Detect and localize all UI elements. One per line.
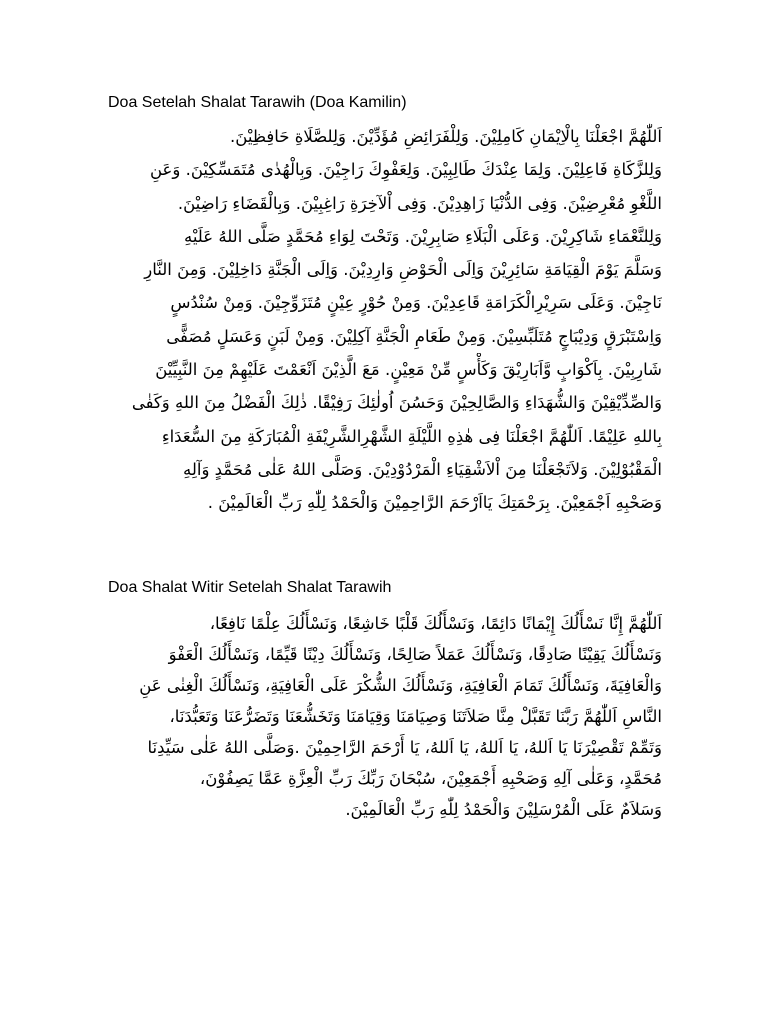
arabic-line: اَللّٰهُمَّ إِنَّا نَسْأَلُكَ إِيْمَانًا دَائِمًا، وَنَسْأَلُكَ قَلْبًا خَاشِعًا، وَنَسْأَلُكَ عِلْمًا نَافِعًا، bbox=[209, 614, 662, 633]
arabic-line: الْمَقْبُوْلِيْنَ. وَلاَتَجْعَلْنَا مِنَ اْلاَشْقِيَاءِ الْمَرْدُوْدِيْنَ. وَصَلَّى اللهُ عَلٰى مُحَمَّدٍ وَآلِهِ bbox=[183, 459, 662, 479]
arabic-line: بِاللهِ عَلِيْمًا. اَللّٰهُمَّ اجْعَلْنَا فِى هٰذِهِ اللَّيْلَةِ الشَّهْرِالشَّرِيْفَةِ الْمُبَارَكَةِ مِنَ السُّعَدَاءِ bbox=[161, 426, 662, 446]
arabic-line: وَالصِّدِّيْقِيْنَ وَالشُّهَدَاءِ وَالصَّالِحِيْنَ وَحَسُنَ اُولٰئِكَ رَفِيْقًا. ذٰلِكَ الْفَضْلُ مِنَ اللهِ وَكَفٰى bbox=[131, 393, 662, 413]
arabic-line: وَلِلنَّعْمَاءِ شَاكِرِيْنَ. وَعَلَى الْبَلَاءِ صَابِرِيْنَ. وَتَحْتَ لِوَاءِ مُحَمَّدٍ صَلَّى اللهُ عَلَيْهِ bbox=[183, 226, 662, 246]
doa-kamilin-arabic-text bbox=[106, 120, 662, 520]
arabic-line: وَسَلاَمٌ عَلَى الْمُرْسَلِيْنَ وَالْحَمْدُ لِلّٰهِ رَبِّ الْعَالَمِيْنَ. bbox=[345, 800, 662, 819]
arabic-line: وَسَلَّمَ يَوْمَ الْقِيَامَةِ سَائِرِيْنَ وَاِلَى الْحَوْضِ وَارِدِيْنَ. وَاِلَى الْجَنَّةِ دَاخِلِيْنَ. وَمِنَ النَّارِ bbox=[144, 260, 662, 280]
arabic-line: وَتَمِّمْ تَقْصِيْرَنَا يَا اَللهُ، يَا اَللهُ، يَا اَللهُ، يَا أَرْحَمَ الرَّاحِمِيْنَ .وَصَلَّى اللهُ عَلٰى سَيِّدِنَا bbox=[147, 738, 662, 757]
arabic-line: وَنَسْأَلُكَ يَقِيْنًا صَادِقًا، وَنَسْأَلُكَ عَمَلاً صَالِحًا، وَنَسْأَلُكَ دِيْنًا قَيِّمًا، وَنَسْأَلُكَ الْعَفْوَ bbox=[168, 645, 662, 664]
arabic-line: وَلِلزَّكَاةِ فَاعِلِيْنَ. وَلِمَا عِنْدَكَ طَالِبِيْنَ. وَلِعَفْوِكَ رَاجِيْنَ. وَبِالْهُدٰى مُتَمَسِّكِيْنَ. وَعَنِ bbox=[150, 160, 662, 180]
arabic-line: وَاِسْتَبْرَقٍ وَدِيْبَاجٍ مُتَلَبِّسِيْنَ. وَمِنْ طَعَامِ الْجَنَّةِ آكِلِيْنَ. وَمِنْ لَبَنٍ وَعَسَلٍ مُصَفًّى bbox=[166, 326, 662, 346]
arabic-line: مُحَمَّدٍ، وَعَلٰى آلِهِ وَصَحْبِهِ أَجْمَعِيْنَ، سُبْحَانَ رَبِّكَ رَبِّ الْعِزَّةِ عَمَّا يَصِفُوْنَ، bbox=[199, 769, 662, 788]
arabic-line: شَارِبِيْنَ. بِاَكْوَابٍ وَّاَبَارِيْقَ وَكَأْسٍ مِّنْ مَعِيْنٍ. مَعَ الَّذِيْنَ اَنْعَمْتَ عَلَيْهِمْ مِنَ النَّبِيِّيْنَ bbox=[155, 360, 662, 380]
arabic-line: وَالْعَافِيَةَ، وَنَسْأَلُكَ تَمَامَ الْعَافِيَةِ، وَنَسْأَلُكَ الشُّكْرَ عَلَى الْعَافِيَةِ، وَنَسْأَلُكَ الْغِنٰى عَنِ bbox=[139, 676, 662, 695]
arabic-line: اَللّٰهُمَّ اجْعَلْنَا بِالْاِيْمَانِ كَامِلِيْنَ. وَلِلْفَرَائِضِ مُؤَدِّيْنَ. وَلِلصَّلَاةِ حَافِظِيْنَ. bbox=[230, 127, 662, 146]
arabic-line: نَاجِيْنَ. وَعَلَى سَرِيْرِالْكَرَامَةِ قَاعِدِيْنَ. وَمِنْ حُوْرٍ عِيْنٍ مُتَزَوِّجِيْنَ. وَمِنْ سُنْدُسٍ bbox=[170, 293, 662, 313]
doa-witir-arabic-text bbox=[106, 608, 662, 825]
arabic-line: اللَّغْوِ مُعْرِضِيْنَ. وَفِى الدُّنْيَا زَاهِدِيْنَ. وَفِى اْلآخِرَةِ رَاغِبِيْنَ. وَبِالْقَضَاءِ رَاضِيْنَ. bbox=[177, 193, 662, 213]
section-title-doa-witir: Doa Shalat Witir Setelah Shalat Tarawih bbox=[108, 579, 392, 596]
arabic-line: وَصَحْبِهِ اَجْمَعِيْنَ. بِرَحْمَتِكَ يَااَرْحَمَ الرَّاحِمِيْنَ وَالْحَمْدُ لِلّٰهِ رَبِّ الْعَالَمِيْنَ . bbox=[207, 493, 662, 513]
section-title-doa-kamilin: Doa Setelah Shalat Tarawih (Doa Kamilin) bbox=[108, 94, 407, 111]
arabic-line: النَّاسِ اَللّٰهُمَّ رَبَّنَا تَقَبَّلْ مِنَّا صَلاَتَنَا وَصِيَامَنَا وَقِيَامَنَا وَتَخَشُّعَنَا وَتَضَرُّعَنَا وَتَعَبُّدَنَا، bbox=[169, 707, 662, 726]
